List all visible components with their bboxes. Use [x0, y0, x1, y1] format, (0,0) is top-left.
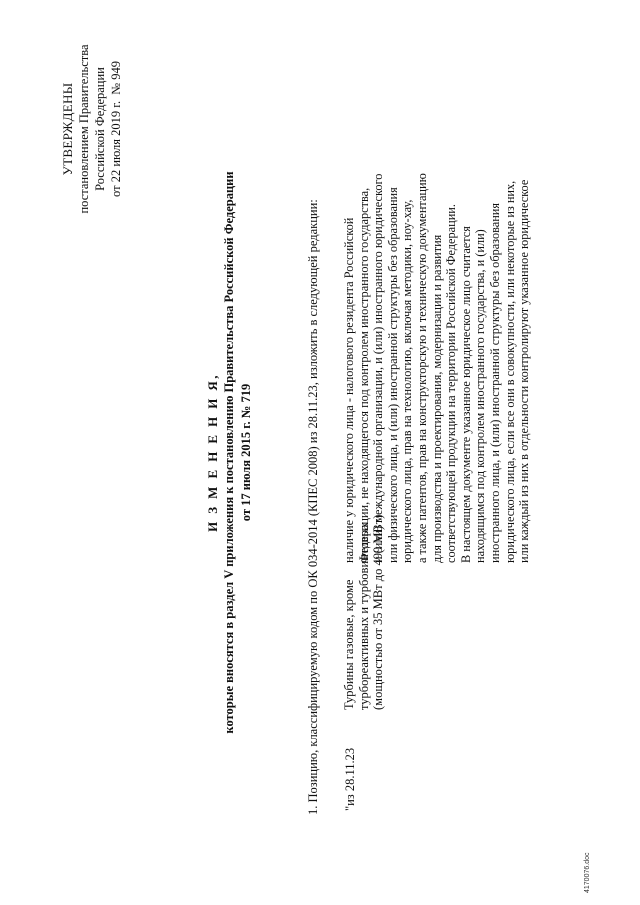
document-title [204, 100, 255, 805]
title-line-2: которые вносятся в раздел V приложения к постановлению Правительства Российской Федерации [222, 171, 236, 734]
product-name-line: турбореактивных и турбовинтовых [356, 522, 371, 710]
condition-line: находящимся под контролем иностранного государства, и (или) [473, 229, 488, 563]
product-name-line: Турбины газовые, кроме [342, 579, 356, 710]
condition-line: иностранного лица, и (или) иностранной структуры без образования [487, 202, 502, 563]
document-file-reference: 4170076.doc [584, 852, 591, 893]
product-name-line: (мощностью от 35 МВт до 499 МВт) [371, 514, 385, 710]
condition-line: и (или) международной организации, и (или) иностранного юридического [371, 173, 386, 563]
condition-line: юридического лица, если все они в совокупности, или некоторые из них, [502, 180, 517, 563]
title-line-3: от 17 июля 2015 г. № 719 [239, 383, 253, 522]
approval-date: от 22 июля 2019 г. [109, 100, 123, 197]
approval-heading: УТВЕРЖДЕНЫ [60, 82, 75, 176]
condition-line: В настоящем документе указанное юридическое лицо считается [458, 226, 473, 563]
classification-code: "из 28.11.23 [343, 747, 357, 811]
approval-number: № 949 [109, 61, 123, 95]
condition-line: или физического лица, и (или) иностранной структуры без образования [385, 187, 400, 563]
condition-line: соответствующей продукции на территории Российской Федерации. [444, 204, 459, 563]
approval-line-1: постановлением Правительства [77, 44, 91, 214]
condition-line: а также патентов, прав на конструкторскую и техническую документацию [414, 173, 429, 563]
condition-line: юридического лица, прав на технологию, включая методики, ноу-хау, [400, 199, 415, 563]
intro-paragraph: 1. Позицию, классифицируемую кодом по ОК 034-2014 (КПЕС 2008) из 28.11.23, изложить в следующей редакции: [306, 199, 320, 815]
condition-line: Федерации, не находящегося под контролем иностранного государства, [356, 187, 371, 563]
condition-line: или каждый из них в отдельности контролируют указанное юридическое [517, 179, 532, 563]
condition-line: для производства и проектирования, модернизации и развития [429, 234, 444, 563]
condition-text [342, 13, 532, 563]
condition-line: наличие у юридического лица - налогового резидента Российской [342, 217, 356, 563]
title-line-1: И З М Е Н Е Н И Я, [205, 373, 220, 532]
approval-line-2: Российской Федерации [93, 67, 107, 191]
approval-line-3 [108, 13, 124, 245]
approval-stamp [60, 13, 124, 245]
